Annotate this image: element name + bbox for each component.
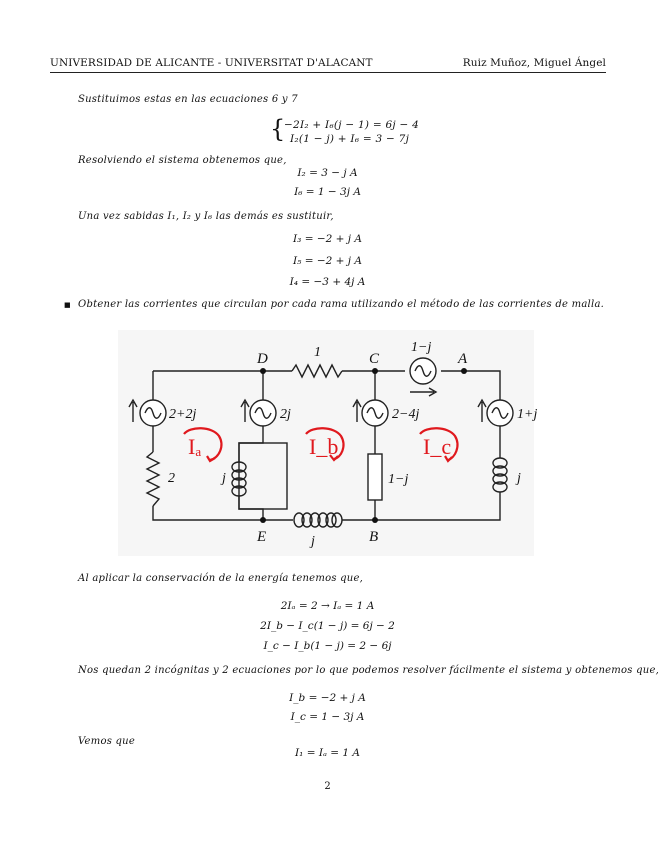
left-brace: { <box>270 115 286 143</box>
node-label-d: D <box>257 351 268 367</box>
intro-paragraph-3: Una vez sabidas I₁, I₂ y I₆ las demás es sustituir, <box>78 211 334 222</box>
label-r-cb: 1−j <box>388 472 409 487</box>
label-r-dc: 1 <box>314 345 321 360</box>
resistor-cb <box>368 454 382 500</box>
system2-eq3: I_c − I_b(1 − j) = 2 − 6j <box>263 640 392 652</box>
bullet-marker: ■ <box>64 301 71 309</box>
label-src-right: 1+j <box>517 407 538 422</box>
node-dot-c <box>372 368 378 374</box>
node-label-c: C <box>369 351 380 367</box>
system2-eq1: 2Iₐ = 2 → Iₐ = 1 A <box>280 600 375 612</box>
intro-paragraph-2: Resolviendo el sistema obtenemos que, <box>78 155 287 166</box>
intro-paragraph-5: Nos quedan 2 incógnitas y 2 ecuaciones por lo que podemos resolver fácilmente el sistema y obtenemos que, <box>78 665 659 676</box>
result-i5: I₅ = −2 + j A <box>293 255 362 267</box>
intro-paragraph-4: Al aplicar la conservación de la energía tenemos que, <box>78 573 364 584</box>
label-src-mid2: 2−4j <box>392 407 420 422</box>
node-label-e: E <box>257 529 267 545</box>
bullet-item: Obtener las corrientes que circulan por cada rama utilizando el método de las corrientes de malla. <box>78 299 605 310</box>
node-dot-d <box>260 368 266 374</box>
intro-paragraph-6: Vemos que <box>78 736 136 747</box>
result-ic: I_c = 1 − 3j A <box>290 711 365 723</box>
page-number: 2 <box>324 781 331 792</box>
system1-eq2: I₂(1 − j) + I₆ = 3 − 7j <box>290 133 410 145</box>
result-i1: I₁ = Iₐ = 1 A <box>295 747 360 759</box>
result-i2: I₂ = 3 − j A <box>297 167 358 179</box>
label-l-mid: j <box>222 471 226 486</box>
intro-paragraph-1: Sustituimos estas en las ecuaciones 6 y 7 <box>78 94 298 105</box>
result-i3: I₃ = −2 + j A <box>293 233 362 245</box>
mesh-label-b: I_b <box>309 434 339 459</box>
circuit-diagram <box>118 330 538 556</box>
node-label-b: B <box>369 529 379 545</box>
node-dot-e <box>260 517 266 523</box>
label-src-left: 2+2j <box>169 407 197 422</box>
label-r-left: 2 <box>168 471 175 486</box>
label-l-eb: j <box>311 534 315 549</box>
result-i6: I₆ = 1 − 3j A <box>294 186 361 198</box>
label-src-mid1: 2j <box>280 407 291 422</box>
header-left: UNIVERSIDAD DE ALICANTE - UNIVERSITAT D'ALACANT <box>50 57 373 69</box>
system2-eq2: 2I_b − I_c(1 − j) = 6j − 2 <box>260 620 395 632</box>
label-l-right: j <box>517 471 521 486</box>
mesh-label-a: Iₐ <box>188 434 202 459</box>
result-ib: I_b = −2 + j A <box>289 692 366 704</box>
node-dot-a <box>461 368 467 374</box>
system1-eq1: −2I₂ + I₆(j − 1) = 6j − 4 <box>284 119 420 131</box>
mesh-label-c: I_c <box>423 434 452 459</box>
node-dot-b <box>372 517 378 523</box>
label-src-ca: 1−j <box>411 340 432 355</box>
node-label-a: A <box>458 351 468 367</box>
header-right: Ruiz Muñoz, Miguel Ángel <box>462 57 606 69</box>
result-i4: I₄ = −3 + 4j A <box>289 276 366 288</box>
header-rule <box>50 72 606 73</box>
